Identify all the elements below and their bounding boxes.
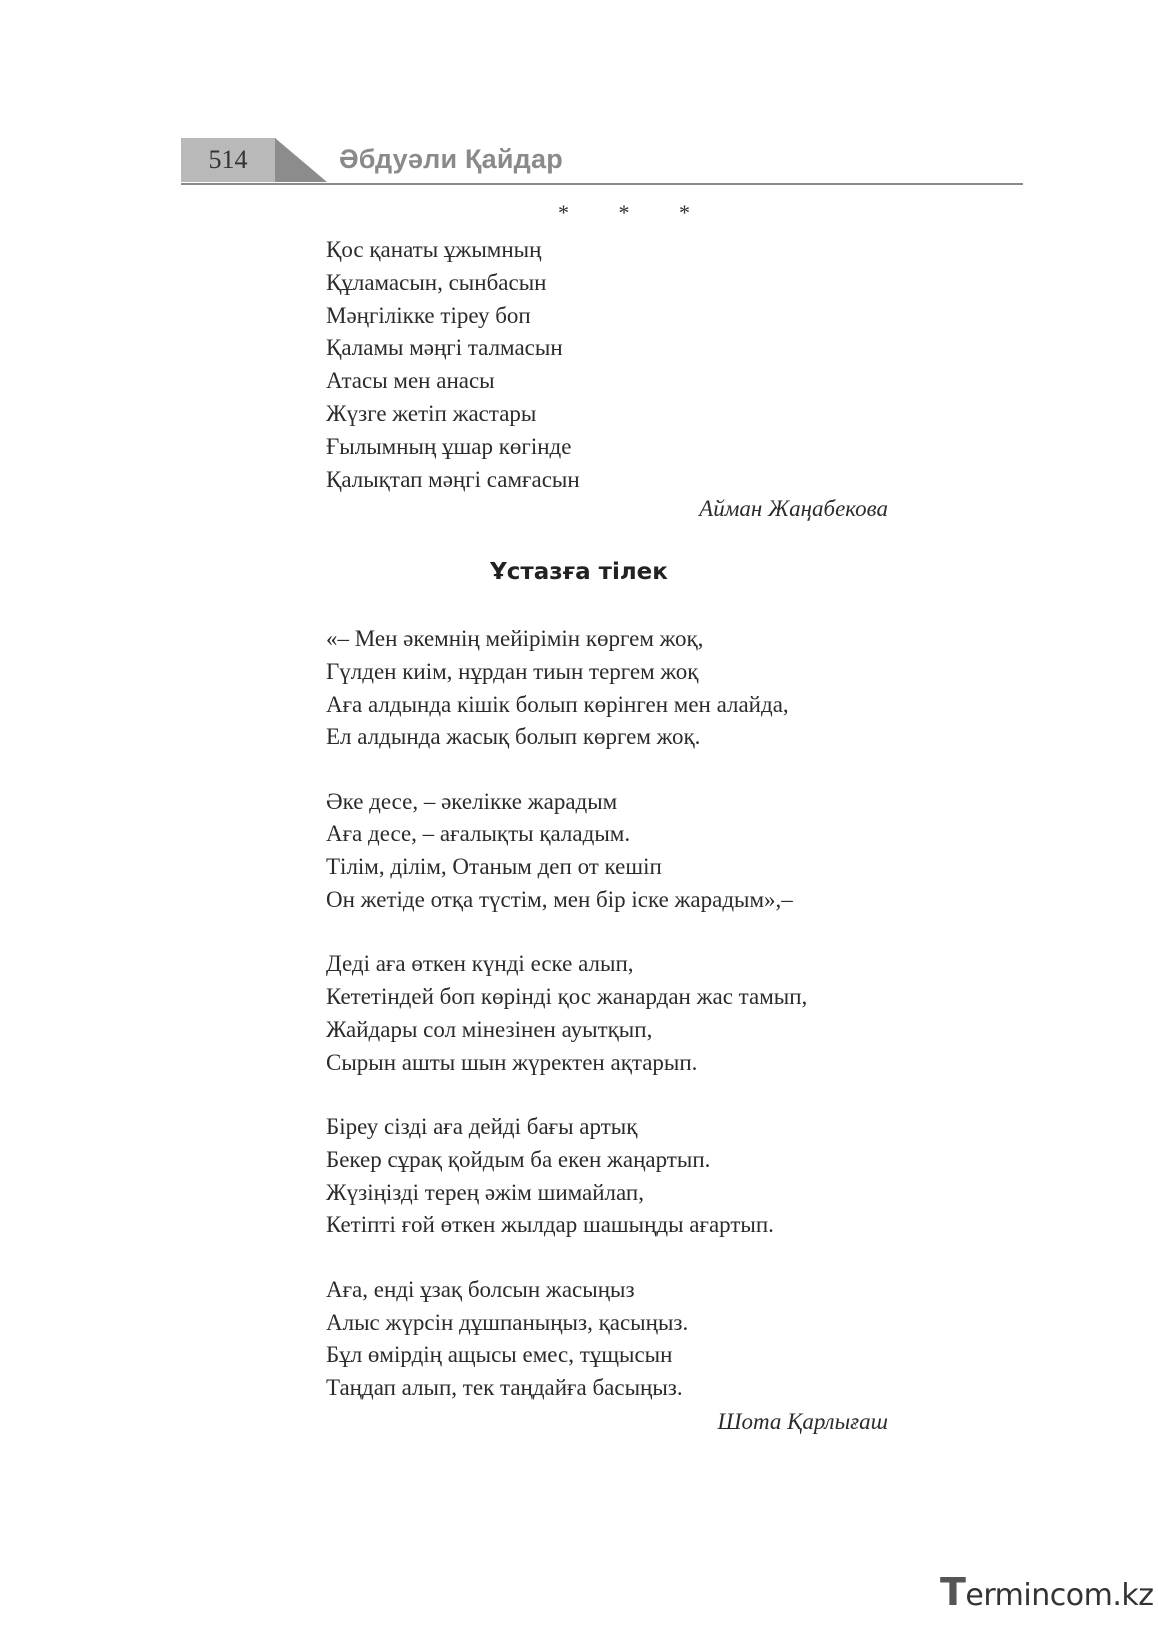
poem-line: «– Мен әкемнің мейірімін көргем жоқ,: [326, 626, 704, 651]
header-wedge: [275, 138, 327, 182]
poem-line: Жүзіңізді терең әжім шимайлап,: [326, 1179, 644, 1205]
page-number: 514: [208, 145, 248, 174]
watermark-domain: m.kz: [1083, 1578, 1154, 1613]
stanza: [326, 1274, 807, 1405]
poem-line: Ғылымның ұшар көгінде: [326, 433, 572, 459]
poem-line: Аға алдында кішік болып көрінген мен алайда,: [326, 691, 789, 717]
poem-line: Кететіндей боп көрінді қос жанардан жас тамып,: [326, 984, 808, 1010]
poem-line: Қаламы мәңгі талмасын: [326, 335, 563, 361]
poem-line: Қалықтап мәңгі самғасын: [326, 466, 580, 492]
poem-line: Құламасын, сынбасын: [326, 269, 547, 295]
poem-line: Он жетіде отқа түстім, мен бір іске жарадым»,–: [326, 887, 793, 913]
poem-line: Біреу сізді аға дейді бағы артық: [326, 1114, 638, 1140]
poem-line: Таңдап алып, тек таңдайға басыңыз.: [326, 1375, 683, 1401]
poem-line: Әке десе, – әкелікке жарадым: [326, 788, 618, 814]
poem-line: Алыс жүрсін дұшпаныңыз, қасыңыз.: [326, 1309, 689, 1335]
poem-line: Аға, енді ұзақ болсын жасыңыз: [326, 1276, 635, 1302]
poem-line: Жайдары сол мінезінен ауытқып,: [326, 1016, 653, 1042]
site-watermark: [940, 1570, 1154, 1614]
stanza: [326, 1111, 807, 1242]
poem-line: Атасы мен анасы: [326, 368, 495, 394]
stanza: [326, 948, 807, 1079]
poem-line: Жүзге жетіп жастары: [326, 400, 537, 426]
magnifier-icon: o: [1065, 1578, 1084, 1613]
poem-line: Кетіпті ғой өткен жылдар шашыңды ағартып.: [326, 1212, 774, 1238]
poem-2-author: Шота Қарлығаш: [717, 1409, 888, 1434]
page-header: [181, 138, 1023, 188]
section-separator: * * *: [558, 200, 712, 225]
poem-1-author: Айман Жаңабекова: [699, 496, 888, 521]
watermark-text: erminc: [965, 1578, 1066, 1613]
poem-line: Бұл өмірдің ащысы емес, тұщысын: [326, 1342, 673, 1368]
poem-line: Деді аға өткен күнді еске алып,: [326, 951, 634, 977]
poem-line: Ел алдында жасық болып көргем жоқ.: [326, 724, 701, 750]
poem-line: Тілім, ділім, Отаным деп от кешіп: [326, 854, 662, 880]
poem-line: Сырын ашты шын жүректен ақтарып.: [326, 1049, 698, 1075]
watermark-initial: T: [940, 1570, 966, 1614]
poem-line: Бекер сұрақ қойдым ба екен жаңартып.: [326, 1146, 711, 1172]
poem-line: Мәңгілікке тіреу боп: [326, 302, 531, 328]
poem-line: Қос қанаты ұжымның: [326, 237, 542, 262]
poem-1: [326, 234, 580, 496]
poem-line: Гүлден киім, нұрдан тиын тергем жоқ: [326, 658, 699, 684]
header-rule: [181, 183, 1023, 185]
poem-2: [326, 623, 807, 1436]
poem-line: Аға десе, – ағалықты қаладым.: [326, 821, 631, 847]
stanza: [326, 786, 807, 917]
running-title: Әбдуәли Қайдар: [339, 144, 563, 174]
poem-2-title: Ұстазға тілек: [490, 559, 668, 585]
stanza: [326, 623, 807, 754]
